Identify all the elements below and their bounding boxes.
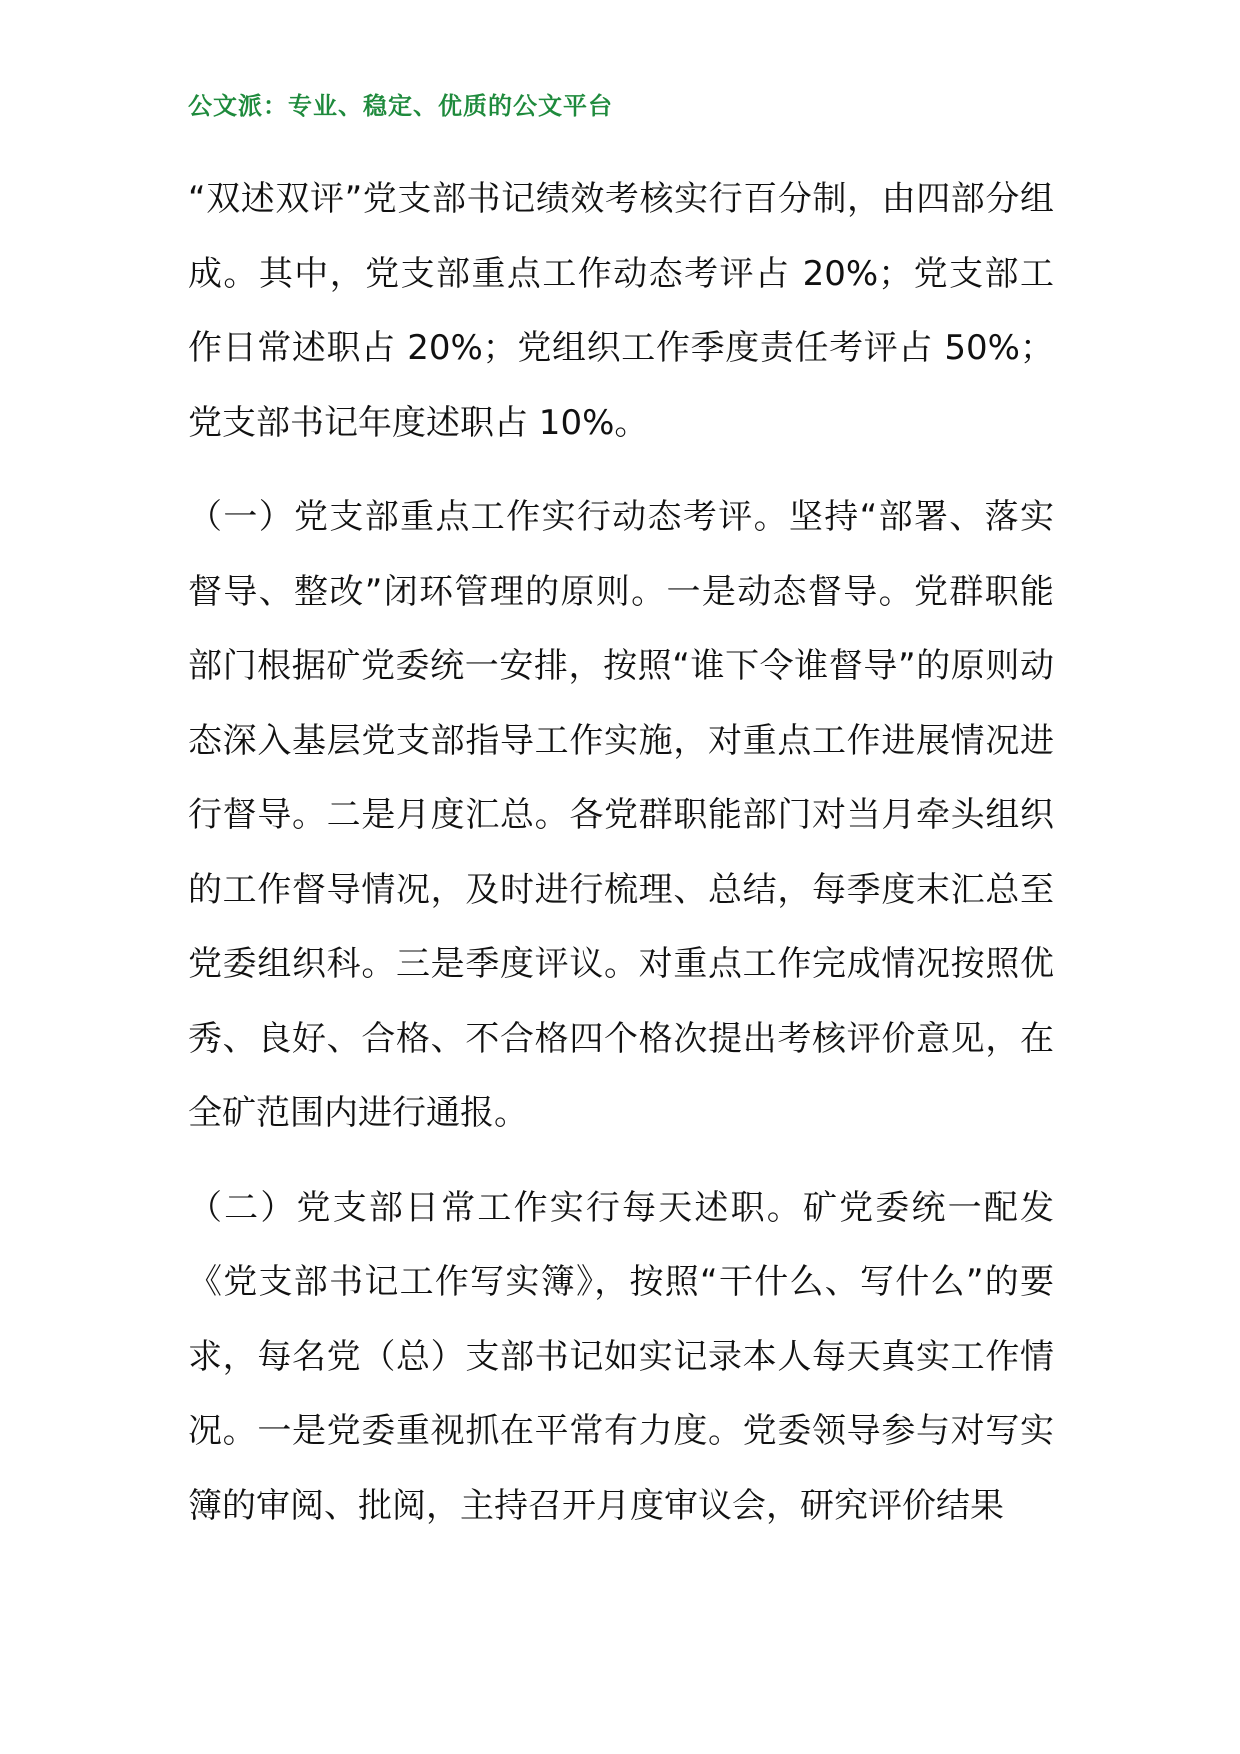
paragraph-assessment-overview: “双述双评”党支部书记绩效考核实行百分制，由四部分组成。其中，党支部重点工作动态考评占 20%；党支部工作日常述职占 20%；党组织工作季度责任考评占 50%；党支部书记年度述职占 10%。 <box>188 179 1054 443</box>
document-body <box>188 162 1054 1563</box>
paragraph-daily-reporting: （二）党支部日常工作实行每天述职。矿党委统一配发《党支部书记工作写实簿》，按照“干什么、写什么”的要求，每名党（总）支部书记如实记录本人每天真实工作情况。一是党委重视抓在平常有力度。党委领导参与对写实簿的审阅、批阅，主持召开月度审议会，研究评价结果 <box>188 1187 1054 1526</box>
paragraph-dynamic-evaluation: （一）党支部重点工作实行动态考评。坚持“部署、落实督导、整改”闭环管理的原则。一是动态督导。党群职能部门根据矿党委统一安排，按照“谁下令谁督导”的原则动态深入基层党支部指导工作实施，对重点工作进展情况进行督导。二是月度汇总。各党群职能部门对当月牵头组织的工作督导情况，及时进行梳理、总结，每季度末汇总至党委组织科。三是季度评议。对重点工作完成情况按照优秀、良好、合格、不合格四个格次提出考核评价意见，在全矿范围内进行通报。 <box>188 497 1054 1133</box>
site-header-banner: 公文派：专业、稳定、优质的公文平台 <box>188 92 613 120</box>
